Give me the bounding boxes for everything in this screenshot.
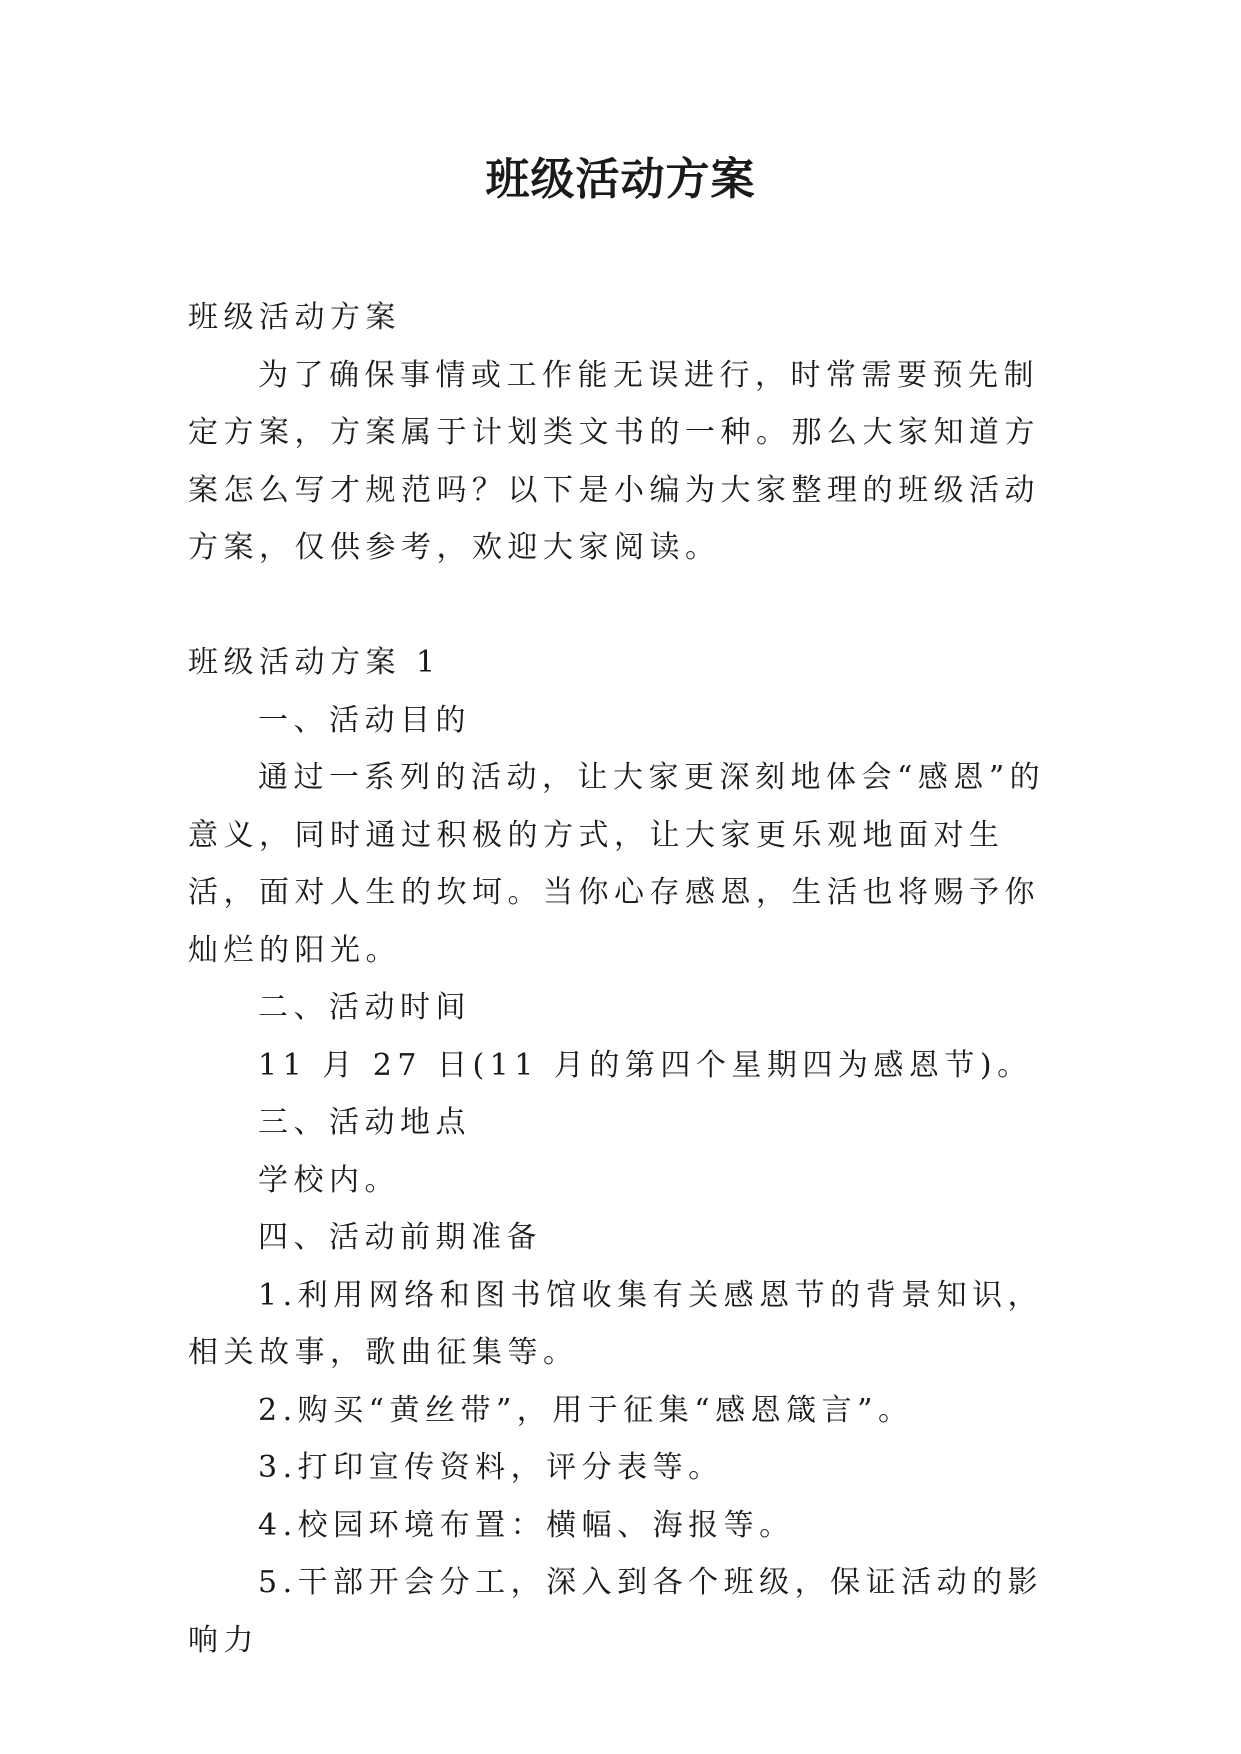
section-title: 班级活动方案 1	[188, 645, 441, 680]
paragraph-spacer	[188, 577, 1068, 635]
heading-preparation: 四、活动前期准备	[258, 1220, 542, 1255]
prep-item-2: 2.购买“黄丝带”，用于征集“感恩箴言”。	[258, 1392, 914, 1428]
paragraph-time: 11 月 27 日(11 月的第四个星期四为感恩节)。	[258, 1047, 1033, 1083]
intro-paragraph: 为了确保事情或工作能无误进行，时常需要预先制定方案，方案属于计划类文书的一种。那么大家知道方案怎么写才规范吗？以下是小编为大家整理的班级活动方案，仅供参考，欢迎大家阅读。	[188, 357, 1040, 565]
paragraph-location: 学校内。	[258, 1162, 400, 1198]
document-title: 班级活动方案	[485, 154, 756, 205]
prep-item-4: 4.校园环境布置：横幅、海报等。	[258, 1507, 795, 1543]
prep-item-3: 3.打印宣传资料，评分表等。	[258, 1450, 724, 1485]
subtitle: 班级活动方案	[188, 300, 401, 335]
heading-location: 三、活动地点	[258, 1105, 471, 1140]
document-body	[188, 289, 1068, 1669]
heading-purpose: 一、活动目的	[258, 702, 471, 738]
paragraph-purpose: 通过一系列的活动，让大家更深刻地体会“感恩”的意义，同时通过积极的方式，让大家更乐观地面对生活，面对人生的坎坷。当你心存感恩，生活也将赐予你灿烂的阳光。	[188, 760, 1046, 968]
heading-time: 二、活动时间	[258, 990, 471, 1025]
prep-item-1: 1.利用网络和图书馆收集有关感恩节的背景知识，相关故事，歌曲征集等。	[188, 1277, 1044, 1370]
prep-item-5: 5.干部开会分工，深入到各个班级，保证活动的影响力	[188, 1565, 1044, 1658]
